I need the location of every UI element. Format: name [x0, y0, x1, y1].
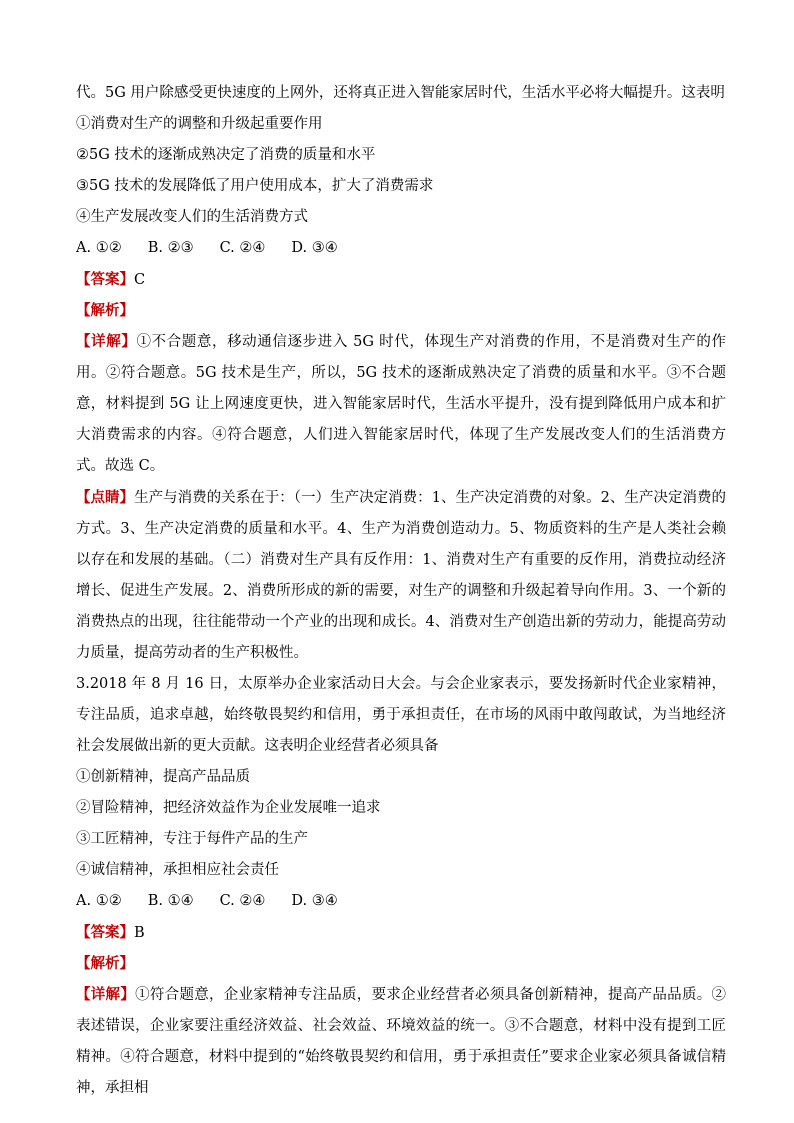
q3-item-1: ①创新精神，提高产品品质 [76, 769, 250, 785]
q2-option-d: D. ③④ [291, 240, 338, 256]
q3-detail [76, 979, 726, 1104]
q3-analysis-label: 【解析】 [76, 955, 134, 972]
q2-item-1: ①消费对生产的调整和升级起重要作用 [76, 116, 323, 132]
q2-detail-label: 【详解】 [76, 333, 137, 350]
q2-option-c: C. ②④ [219, 240, 266, 256]
q3-answer-value: B [134, 925, 145, 941]
q2-point-label: 【点睛】 [76, 489, 135, 506]
q3-answer [76, 917, 726, 948]
q3-item-2: ②冒险精神，把经济效益作为企业发展唯一追求 [76, 800, 381, 816]
q2-detail-text: ①不合题意，移动通信逐步进入 5G 时代，体现生产对消费的作用，不是消费对生产的作用。②符合题意。5G 技术是生产，所以，5G 技术的逐渐成熟决定了消费的质量和水平。③不合题意，材料提到 5G 让上网速度更快，进入智能家居时代，生活水平提升，没有提到降低用户成本和扩大消费需求的内容。④符合题意，人们进入智能家居时代，体现了生产发展改变人们的生活消费方式。故选 C。 [76, 334, 727, 474]
q2-point [76, 482, 726, 669]
q3-option-a: A. ①② [76, 893, 122, 909]
q2-item-2: ②5G 技术的逐渐成熟决定了消费的质量和水平 [76, 147, 376, 163]
q3-stem: 3.2018 年 8 月 16 日，太原举办企业家活动日大会。与会企业家表示，要发扬新时代企业家精神，专注品质，追求卓越，始终敬畏契约和信用，勇于承担责任，在市场的风雨中敢闯敢试，为当地经济社会发展做出新的更大贡献。这表明企业经营者必须具备 [76, 676, 726, 754]
q3-item-4: ④诚信精神，承担相应社会责任 [76, 862, 279, 878]
q2-item-3: ③5G 技术的发展降低了用户使用成本，扩大了消费需求 [76, 178, 434, 194]
q3-option-b: B. ①④ [147, 893, 194, 909]
q2-option-b: B. ②③ [147, 240, 194, 256]
q2-detail [76, 326, 726, 482]
q3-option-c: C. ②④ [219, 893, 266, 909]
q2-options [76, 233, 726, 264]
q2-option-a: A. ①② [76, 240, 122, 256]
q2-point-text: 生产与消费的关系在于：（一）生产决定消费：1、生产决定消费的对象。2、生产决定消费的方式。3、生产决定消费的质量和水平。4、生产为消费创造动力。5、物质资料的生产是人类社会赖以存在和发展的基础。（二）消费对生产具有反作用：1、消费对生产有重要的反作用，消费拉动经济增长、促进生产发展。2、消费所形成的新的需要，对生产的调整和升级起着导向作用。3、一个新的消费热点的出现，往往能带动一个产业的出现和成长。4、消费对生产创造出新的劳动力，能提高劳动力质量，提高劳动者的生产积极性。 [76, 490, 727, 661]
q3-option-d: D. ③④ [291, 893, 338, 909]
q2-item-4: ④生产发展改变人们的生活消费方式 [76, 209, 308, 225]
q3-answer-label: 【答案】 [76, 924, 134, 941]
q2-stem-tail: 代。5G 用户除感受更快速度的上网外，还将真正进入智能家居时代，生活水平必将大幅提升。这表明 [76, 85, 725, 101]
q3-item-3: ③工匠精神，专注于每件产品的生产 [76, 831, 308, 847]
document-page [76, 78, 726, 1104]
q2-analysis-label: 【解析】 [76, 302, 134, 319]
q2-answer-value: C [134, 272, 146, 288]
q3-detail-label: 【详解】 [76, 986, 136, 1003]
q2-answer-label: 【答案】 [76, 271, 134, 288]
q2-answer [76, 264, 726, 295]
q3-options [76, 886, 726, 917]
q3-detail-text: ①符合题意，企业家精神专注品质，要求企业经营者必须具备创新精神，提高产品品质。②表述错误，企业家要注重经济效益、社会效益、环境效益的统一。③不合题意，材料中没有提到工匠精神。④符合题意，材料中提到的“始终敬畏契约和信用，勇于承担责任”要求企业家必须具备诚信精神，承担相 [76, 987, 727, 1096]
